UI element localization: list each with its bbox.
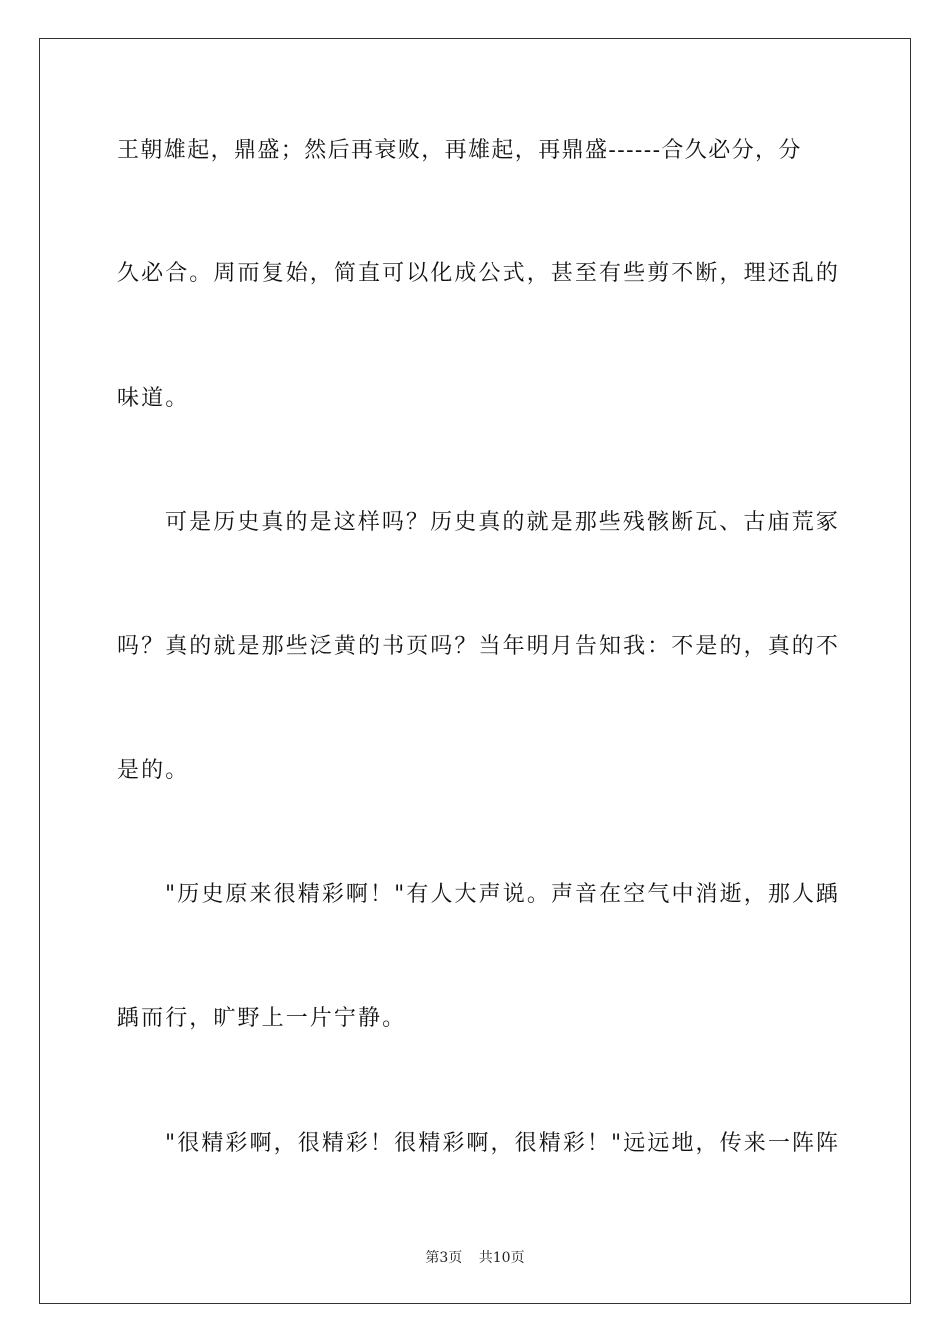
page-border xyxy=(39,38,911,1304)
paragraph-line: 可是历史真的是这样吗？历史真的就是那些残骸断瓦、古庙荒冢 xyxy=(165,510,840,535)
paragraph-line: 踽而行，旷野上一片宁静。 xyxy=(117,1006,407,1031)
paragraph-line: "很精彩啊，很精彩！很精彩啊，很精彩！"远远地，传来一阵阵 xyxy=(165,1131,841,1156)
paragraph-line: 王朝雄起，鼎盛；然后再衰败，再雄起，再鼎盛------合久必分，分 xyxy=(117,138,802,163)
paragraph-line: 久必合。周而复始，简直可以化成公式，甚至有些剪不断，理还乱的 xyxy=(117,261,841,286)
paragraph-line: 吗？真的就是那些泛黄的书页吗？当年明月告知我：不是的，真的不 xyxy=(117,634,841,659)
total-pages: 共10页 xyxy=(478,1250,525,1266)
paragraph-line: 味道。 xyxy=(117,386,190,411)
paragraph-line: "历史原来很精彩啊！"有人大声说。声音在空气中消逝，那人踽 xyxy=(165,882,841,907)
page-footer xyxy=(0,1249,950,1267)
page-number: 第3页 xyxy=(425,1250,463,1266)
paragraph-line: 是的。 xyxy=(117,758,190,783)
